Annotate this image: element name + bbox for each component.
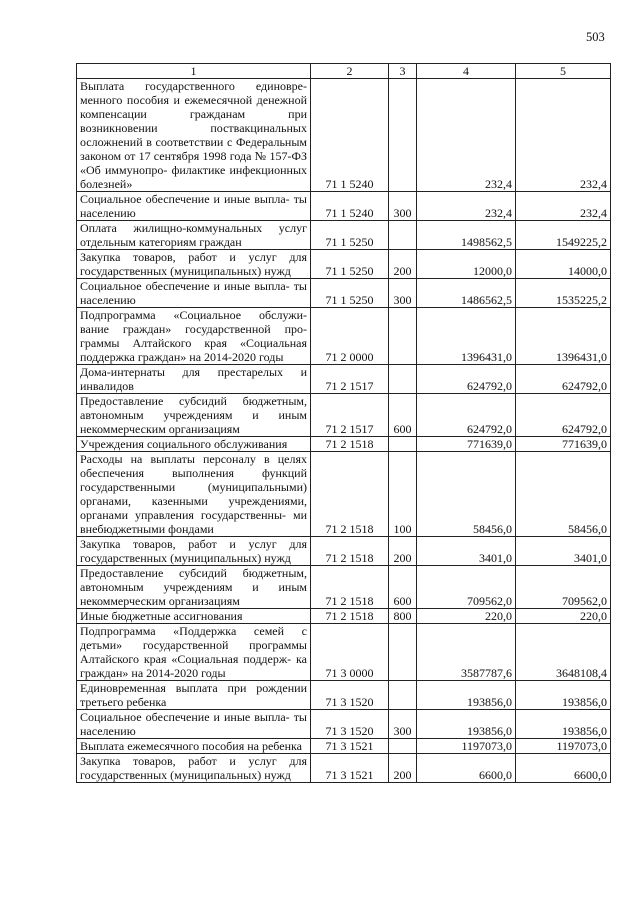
row-sum-2: 624792,0 — [516, 394, 611, 437]
row-code: 71 2 0000 — [311, 308, 389, 365]
row-sum-2: 1396431,0 — [516, 308, 611, 365]
row-sum-1: 1486562,5 — [417, 279, 516, 308]
row-name: Подпрограмма «Социальное обслужи- вание граждан» государственной про- граммы Алтайского края «Социальная поддержка граждан» на 2014-2020 годы — [77, 308, 311, 365]
row-code: 71 2 1517 — [311, 394, 389, 437]
table-row — [77, 308, 611, 365]
row-expense-type — [389, 437, 417, 452]
row-name: Подпрограмма «Поддержка семей с детьми» государственной программы Алтайского края «Социальная поддерж- ка граждан» на 2014-2020 годы — [77, 624, 311, 681]
header-cell: 1 — [77, 64, 311, 79]
row-sum-1: 624792,0 — [417, 365, 516, 394]
row-expense-type: 200 — [389, 250, 417, 279]
row-code: 71 1 5240 — [311, 79, 389, 192]
row-expense-type — [389, 308, 417, 365]
row-code: 71 2 1518 — [311, 437, 389, 452]
table-row — [77, 566, 611, 609]
row-sum-2: 771639,0 — [516, 437, 611, 452]
row-sum-2: 232,4 — [516, 192, 611, 221]
row-name: Закупка товаров, работ и услуг для государственных (муниципальных) нужд — [77, 537, 311, 566]
row-name: Закупка товаров, работ и услуг для государственных (муниципальных) нужд — [77, 250, 311, 279]
row-sum-1: 1498562,5 — [417, 221, 516, 250]
row-code: 71 2 1518 — [311, 537, 389, 566]
row-code: 71 3 1521 — [311, 739, 389, 754]
row-name: Иные бюджетные ассигнования — [77, 609, 311, 624]
row-sum-1: 709562,0 — [417, 566, 516, 609]
row-code: 71 2 1517 — [311, 365, 389, 394]
table-row — [77, 537, 611, 566]
table-row — [77, 754, 611, 783]
header-row — [77, 64, 611, 79]
row-sum-1: 193856,0 — [417, 681, 516, 710]
row-sum-1: 220,0 — [417, 609, 516, 624]
row-code: 71 2 1518 — [311, 452, 389, 537]
header-cell: 2 — [311, 64, 389, 79]
row-sum-2: 709562,0 — [516, 566, 611, 609]
row-expense-type: 600 — [389, 566, 417, 609]
row-sum-1: 6600,0 — [417, 754, 516, 783]
row-sum-2: 624792,0 — [516, 365, 611, 394]
row-expense-type: 300 — [389, 279, 417, 308]
row-code: 71 2 1518 — [311, 566, 389, 609]
row-name: Предоставление субсидий бюджетным, автономным учреждениям и иным некоммерческим организациям — [77, 566, 311, 609]
row-code: 71 3 0000 — [311, 624, 389, 681]
row-sum-1: 1396431,0 — [417, 308, 516, 365]
table-row — [77, 609, 611, 624]
row-sum-1: 624792,0 — [417, 394, 516, 437]
row-expense-type — [389, 624, 417, 681]
row-expense-type — [389, 739, 417, 754]
row-sum-1: 3401,0 — [417, 537, 516, 566]
row-sum-1: 58456,0 — [417, 452, 516, 537]
row-sum-2: 1197073,0 — [516, 739, 611, 754]
row-sum-2: 3401,0 — [516, 537, 611, 566]
row-name: Оплата жилищно-коммунальных услуг отдельным категориям граждан — [77, 221, 311, 250]
row-expense-type — [389, 79, 417, 192]
row-sum-2: 193856,0 — [516, 710, 611, 739]
row-sum-1: 3587787,6 — [417, 624, 516, 681]
table-row — [77, 279, 611, 308]
table-row — [77, 452, 611, 537]
row-sum-2: 193856,0 — [516, 681, 611, 710]
row-name: Учреждения социального обслуживания — [77, 437, 311, 452]
row-sum-2: 1549225,2 — [516, 221, 611, 250]
row-name: Дома-интернаты для престарелых и инвалидов — [77, 365, 311, 394]
row-code: 71 1 5240 — [311, 192, 389, 221]
row-sum-2: 232,4 — [516, 79, 611, 192]
header-cell: 5 — [516, 64, 611, 79]
table-row — [77, 365, 611, 394]
row-code: 71 3 1521 — [311, 754, 389, 783]
row-name: Социальное обеспечение и иные выпла- ты населению — [77, 710, 311, 739]
table-row — [77, 739, 611, 754]
row-code: 71 3 1520 — [311, 681, 389, 710]
row-sum-1: 232,4 — [417, 192, 516, 221]
header-cell: 4 — [417, 64, 516, 79]
row-expense-type — [389, 681, 417, 710]
row-code: 71 1 5250 — [311, 279, 389, 308]
budget-table — [76, 63, 611, 783]
row-code: 71 1 5250 — [311, 250, 389, 279]
row-expense-type: 600 — [389, 394, 417, 437]
row-name: Расходы на выплаты персоналу в целях обеспечения выполнения функций государственными (муниципальными) органами, казенными учреждениями, органами управления государственны- ми внебюджетными фондами — [77, 452, 311, 537]
table-row — [77, 250, 611, 279]
row-sum-1: 12000,0 — [417, 250, 516, 279]
row-name: Социальное обеспечение и иные выпла- ты населению — [77, 279, 311, 308]
table-row — [77, 681, 611, 710]
table-row — [77, 394, 611, 437]
row-name: Социальное обеспечение и иные выпла- ты населению — [77, 192, 311, 221]
row-name: Единовременная выплата при рождении третьего ребенка — [77, 681, 311, 710]
row-code: 71 2 1518 — [311, 609, 389, 624]
row-code: 71 3 1520 — [311, 710, 389, 739]
table-row — [77, 710, 611, 739]
row-name: Выплата ежемесячного пособия на ребенка — [77, 739, 311, 754]
row-sum-2: 58456,0 — [516, 452, 611, 537]
table-row — [77, 437, 611, 452]
row-expense-type: 100 — [389, 452, 417, 537]
row-sum-2: 6600,0 — [516, 754, 611, 783]
row-sum-2: 3648108,4 — [516, 624, 611, 681]
row-expense-type: 200 — [389, 754, 417, 783]
row-expense-type: 300 — [389, 192, 417, 221]
row-expense-type: 200 — [389, 537, 417, 566]
row-expense-type — [389, 221, 417, 250]
row-code: 71 1 5250 — [311, 221, 389, 250]
row-name: Выплата государственного единовре- менного пособия и ежемесячной денежной компенсации гражданам при возникновении поствакцинальных осложнений в соответствии с Федеральным законом от 17 сентября 1998 года № 157-ФЗ «Об иммунопро- филактике инфекционных болезней» — [77, 79, 311, 192]
header-cell: 3 — [389, 64, 417, 79]
row-expense-type — [389, 365, 417, 394]
row-name: Закупка товаров, работ и услуг для государственных (муниципальных) нужд — [77, 754, 311, 783]
budget-table-body — [77, 64, 611, 783]
row-sum-2: 14000,0 — [516, 250, 611, 279]
row-sum-2: 1535225,2 — [516, 279, 611, 308]
row-sum-1: 1197073,0 — [417, 739, 516, 754]
row-expense-type: 800 — [389, 609, 417, 624]
row-expense-type: 300 — [389, 710, 417, 739]
page-number: 503 — [586, 30, 605, 44]
table-row — [77, 192, 611, 221]
row-sum-1: 193856,0 — [417, 710, 516, 739]
row-sum-2: 220,0 — [516, 609, 611, 624]
row-sum-1: 232,4 — [417, 79, 516, 192]
row-sum-1: 771639,0 — [417, 437, 516, 452]
table-row — [77, 79, 611, 192]
row-name: Предоставление субсидий бюджетным, автономным учреждениям и иным некоммерческим организациям — [77, 394, 311, 437]
table-row — [77, 221, 611, 250]
table-row — [77, 624, 611, 681]
